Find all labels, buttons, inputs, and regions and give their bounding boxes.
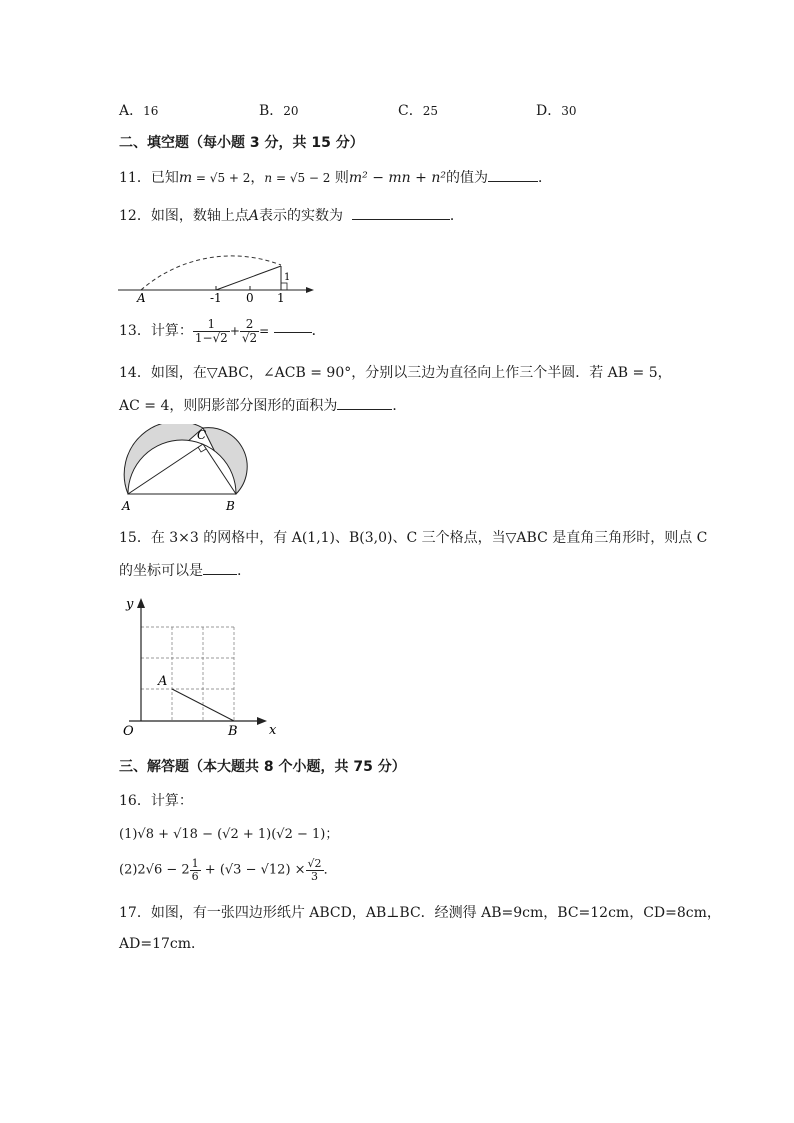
denominator: √2	[241, 331, 258, 346]
dashed-arc	[141, 256, 281, 290]
equals-sign: =	[259, 324, 270, 339]
denominator: 1−√2	[194, 331, 228, 346]
label-minus-one: -1	[210, 291, 222, 305]
grid-figure	[115, 594, 285, 740]
choice-letter: A．	[119, 103, 144, 119]
question-14-line-2	[119, 399, 406, 413]
q12-end: ．	[449, 208, 464, 224]
q14-end: ．	[392, 398, 407, 414]
question-15-line-2	[119, 564, 241, 578]
choice-d	[536, 104, 577, 118]
q16-p2-start: (2)2√6 − 2	[119, 862, 190, 878]
q11-n: n	[264, 171, 273, 185]
answer-blank[interactable]	[203, 573, 237, 575]
plus-sign: +	[229, 324, 240, 339]
choice-value: 30	[561, 104, 577, 118]
answer-blank[interactable]	[488, 180, 538, 182]
label-height: 1	[284, 272, 291, 283]
section-2-title: 二、填空题（每小题 3 分，共 15 分）	[119, 135, 364, 151]
choice-value: 25	[422, 104, 438, 118]
label-y: y	[126, 597, 134, 612]
hypotenuse	[216, 266, 281, 290]
q11-then: 则	[330, 170, 349, 186]
question-13	[119, 318, 326, 345]
numerator: √2	[307, 857, 322, 870]
question-16-part-1: (1)√8 + √18 − (√2 + 1)(√2 − 1)；	[119, 827, 339, 842]
label-a: A	[122, 499, 131, 513]
q14-line2-text: AC = 4，则阴影部分图形的面积为	[119, 398, 338, 414]
choice-b	[259, 104, 299, 118]
fraction	[190, 858, 201, 883]
right-angle-mark	[281, 283, 287, 290]
choice-a	[119, 104, 158, 118]
section-3-title: 三、解答题（本大题共 8 个小题，共 75 分）	[119, 759, 406, 775]
choice-c	[398, 104, 438, 118]
q11-m: m	[178, 170, 193, 186]
question-16-title: 16．计算：	[119, 793, 193, 809]
answer-blank[interactable]	[337, 408, 392, 410]
q16-p2-mid: + (√3 − √12) ×	[200, 862, 306, 878]
question-17-line-2: AD=17cm．	[119, 936, 205, 952]
numerator: 1	[193, 318, 230, 332]
choice-value: 16	[143, 104, 159, 118]
denominator: 6	[191, 870, 199, 884]
fraction	[306, 858, 324, 883]
label-a: A	[158, 674, 168, 689]
question-17-line-1: 17．如图，有一张四边形纸片 ABCD，AB⊥BC．经测得 AB=9cm，BC=12cm，CD=8cm，	[119, 905, 721, 921]
choice-value: 20	[283, 104, 299, 118]
q15-end: .	[237, 563, 242, 579]
x-axis-arrow	[257, 717, 267, 725]
y-axis-arrow	[137, 598, 145, 608]
q12-point-a: A	[248, 208, 259, 224]
q11-eq1: = √5 + 2	[192, 171, 251, 185]
question-14-line-1: 14．如图，在▽ABC，∠ACB = 90°，分别以三边为直径向上作三个半圆．若 AB = 5，	[119, 365, 672, 381]
grid-lines	[141, 627, 234, 721]
numerator: 1	[191, 857, 199, 870]
axis-arrow	[306, 287, 314, 293]
label-a: A	[137, 291, 146, 305]
q13-end: ．	[311, 322, 326, 339]
fraction	[193, 318, 230, 345]
q11-end: ．	[537, 170, 552, 186]
answer-blank[interactable]	[274, 331, 312, 333]
answer-blank[interactable]	[352, 218, 450, 220]
q13-prefix: 13．计算：	[119, 322, 193, 339]
label-zero: 0	[246, 291, 254, 305]
q15-line2-text: 的坐标可以是	[119, 563, 203, 579]
question-16-part-2	[119, 858, 337, 883]
question-11	[119, 171, 552, 185]
number-line-figure	[110, 232, 330, 308]
choice-letter: D．	[536, 103, 562, 119]
question-15-line-1: 15．在 3×3 的网格中，有 A(1,1)、B(3,0)、C 三个格点，当▽ABC 是直角三角形时，则点 C	[119, 530, 708, 546]
choice-letter: C．	[398, 103, 423, 119]
q11-prefix: 11．已知	[119, 170, 179, 186]
q11-eq2: = √5 − 2	[272, 171, 331, 185]
numerator: 2	[240, 318, 259, 332]
semicircle-figure	[112, 424, 262, 516]
q11-sep: ，	[250, 170, 265, 186]
label-b: B	[228, 724, 238, 739]
choice-letter: B．	[259, 103, 284, 119]
label-b: B	[226, 499, 235, 513]
q11-tail: 的值为	[445, 170, 488, 186]
denominator: 3	[311, 870, 319, 884]
fraction	[240, 318, 259, 345]
q12-tail: 表示的实数为	[258, 208, 343, 224]
q12-prefix: 12．如图，数轴上点	[119, 208, 249, 224]
label-x: x	[269, 723, 277, 738]
q11-expr: m² − mn + n²	[348, 170, 446, 186]
label-o: O	[123, 724, 134, 739]
q16-p2-end: ．	[323, 862, 337, 878]
question-12	[119, 209, 464, 223]
label-one: 1	[277, 291, 285, 305]
label-c: C	[197, 428, 207, 442]
